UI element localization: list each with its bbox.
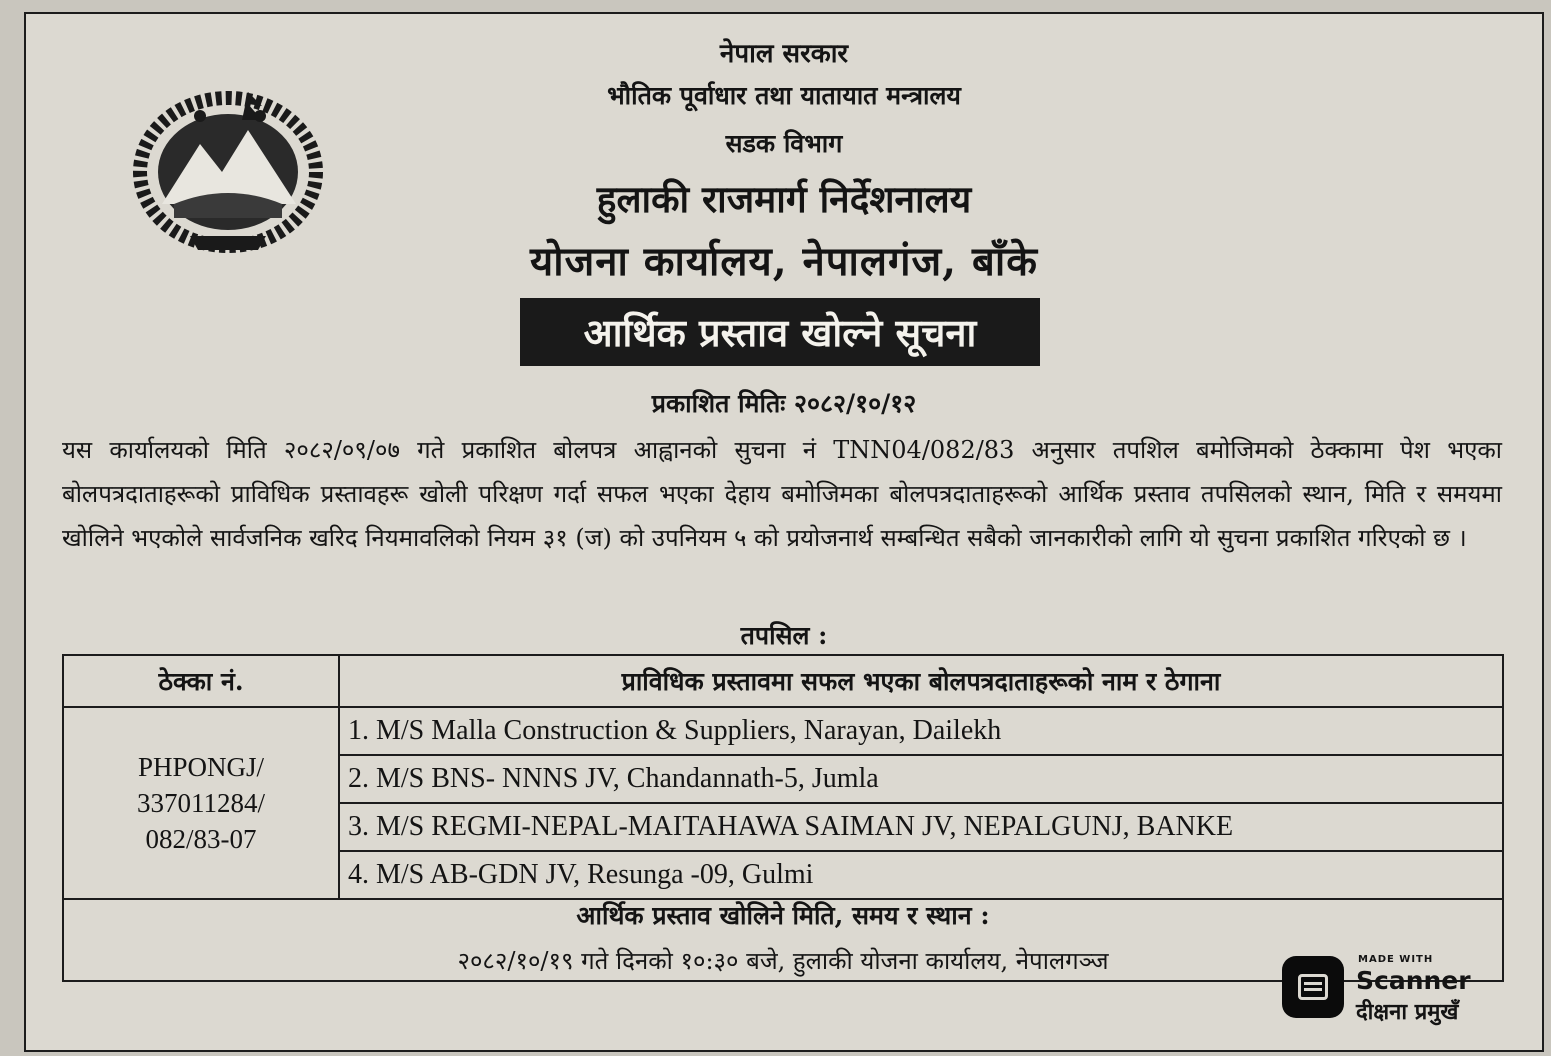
schedule-label: तपसिल : xyxy=(740,621,828,650)
header-office: योजना कार्यालय, नेपालगंज, बाँके xyxy=(530,238,1038,285)
scanner-app-icon xyxy=(1282,956,1344,1018)
bidder-item: 1. M/S Malla Construction & Suppliers, Narayan, Dailekh xyxy=(339,707,1503,755)
bidders-header: प्राविधिक प्रस्तावमा सफल भएका बोलपत्रदाताहरूको नाम र ठेगाना xyxy=(339,655,1503,707)
notice-title-banner: आर्थिक प्रस्ताव खोल्ने सूचना xyxy=(520,298,1040,366)
contract-number-line: 082/83-07 xyxy=(145,824,257,854)
contract-number-line: 337011284/ xyxy=(137,788,265,818)
bidder-item: 2. M/S BNS- NNNS JV, Chandannath-5, Jumla xyxy=(339,755,1503,803)
watermark-made-with: MADE WITH xyxy=(1358,954,1434,965)
header-ministry: भौतिक पूर्वाधार तथा यातायात मन्त्रालय xyxy=(607,81,961,110)
table-header-row xyxy=(63,655,1503,707)
header-department: सडक विभाग xyxy=(725,129,843,158)
contract-no-header: ठेक्का नं. xyxy=(63,655,339,707)
contract-number-line: PHPONGJ/ xyxy=(137,752,265,782)
contract-number xyxy=(63,707,339,899)
bidder-item: 4. M/S AB-GDN JV, Resunga -09, Gulmi xyxy=(339,851,1503,899)
notice-body: यस कार्यालयको मिति २०८२/०९/०७ गते प्रकाशित बोलपत्र आह्वानको सुचना नं TNN04/082/83 अनुसार तपशिल बमोजिमको ठेक्कामा पेश भएका बोलपत्रदाताहरूको प्राविधिक प्रस्तावहरू खोली परिक्षण गर्दा सफल भएका देहाय बमोजिमका बोलपत्रदाताहरूको आर्थिक प्रस्ताव तपसिलको स्थान, मिति र समयमा खोलिने भएकोले सार्वजनिक खरिद नियमावलिको नियम ३१ (ज) को उपनियम ५ को प्रयोजनार्थ सम्बन्धित सबैको जानकारीको लागि यो सुचना प्रकाशित गरिएको छ । xyxy=(62,436,1502,552)
opening-detail: २०८२/१०/१९ गते दिनको १०:३० बजे, हुलाकी योजना कार्यालय, नेपालगञ्ज xyxy=(457,947,1109,975)
bidder-item: 3. M/S REGMI-NEPAL-MAITAHAWA SAIMAN JV, NEPALGUNJ, BANKE xyxy=(339,803,1503,851)
scanner-watermark xyxy=(1282,952,1518,1024)
watermark-user-name: दीक्षना प्रमुखँ xyxy=(1356,1000,1459,1025)
notice-page xyxy=(24,12,1544,1052)
opening-title: आर्थिक प्रस्ताव खोलिने मिति, समय र स्थान : xyxy=(576,901,990,930)
published-date: प्रकाशित मितिः २०८२/१०/१२ xyxy=(651,389,917,418)
table-row xyxy=(63,707,1503,755)
bidders-table xyxy=(62,654,1504,900)
header-government: नेपाल सरकार xyxy=(719,39,849,69)
header-directorate: हुलाकी राजमार्ग निर्देशनालय xyxy=(596,177,972,221)
watermark-app-name: Scanner xyxy=(1356,966,1471,995)
